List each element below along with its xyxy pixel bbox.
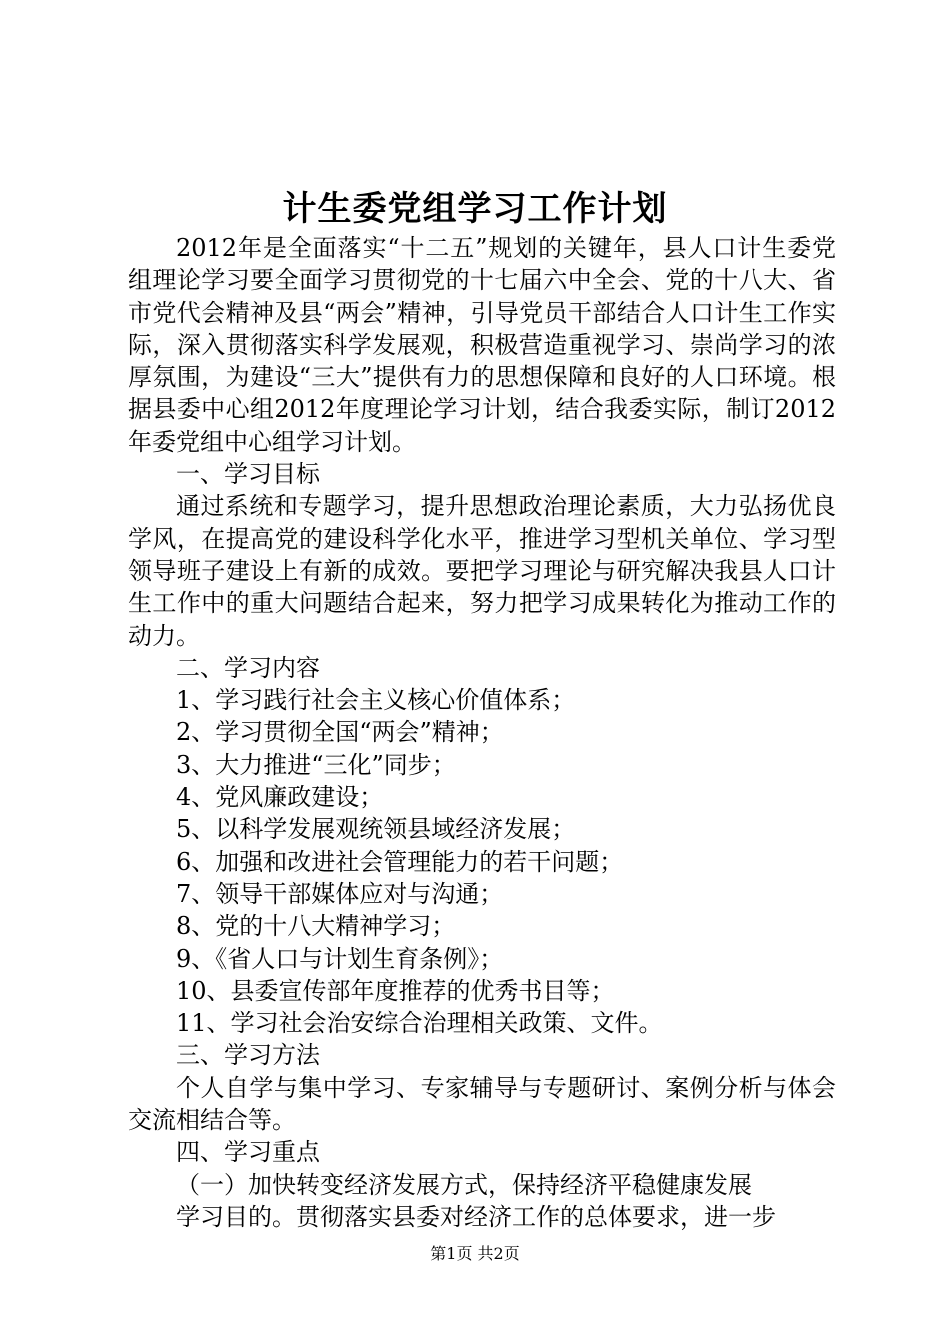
intro-paragraph: 2012年是全面落实“十二五”规划的关键年，县人口计生委党组理论学习要全面学习贯彻党的十七届六中全会、党的十八大、省市党代会精神及县“两会”精神，引导党员干部结合人口计生工作实际，深入贯彻落实科学发展观，积极营造重视学习、崇尚学习的浓厚氛围，为建设“三大”提供有力的思想保障和良好的人口环境。根据县委中心组2012年度理论学习计划，结合我委实际，制订2012年委党组中心组学习计划。 (128, 234, 836, 456)
section-heading-goals: 一、学习目标 (176, 460, 320, 489)
section-heading-methods: 三、学习方法 (176, 1041, 320, 1070)
content-item: 3、大力推进“三化”同步； (176, 750, 456, 779)
content-item: 4、党风廉政建设； (176, 783, 384, 812)
content-item: 2、学习贯彻全国“两会”精神； (176, 718, 504, 747)
document-body (128, 232, 836, 1233)
content-item: 7、领导干部媒体应对与沟通； (176, 879, 504, 908)
content-item: 10、县委宣传部年度推荐的优秀书目等； (176, 976, 615, 1005)
page-footer: 第1页 共2页 (430, 1244, 520, 1263)
section-heading-focus: 四、学习重点 (176, 1138, 320, 1167)
section-heading-content: 二、学习内容 (176, 653, 320, 682)
methods-paragraph: 个人自学与集中学习、专家辅导与专题研讨、案例分析与体会交流相结合等。 (128, 1073, 836, 1135)
content-item: 6、加强和改进社会管理能力的若干问题； (176, 847, 624, 876)
focus-paragraph: 学习目的。贯彻落实县委对经济工作的总体要求，进一步 (176, 1202, 776, 1231)
document-title: 计生委党组学习工作计划 (282, 189, 668, 229)
content-item: 8、党的十八大精神学习； (176, 912, 456, 941)
content-item: 5、以科学发展观统领县域经济发展； (176, 815, 576, 844)
goals-paragraph: 通过系统和专题学习，提升思想政治理论素质，大力弘扬优良学风，在提高党的建设科学化水平，推进学习型机关单位、学习型领导班子建设上有新的成效。要把学习理论与研究解决我县人口计生工作中的重大问题结合起来，努力把学习成果转化为推动工作的动力。 (128, 492, 836, 650)
focus-subheading: （一）加快转变经济发展方式，保持经济平稳健康发展 (176, 1170, 752, 1199)
content-item: 9、《省人口与计划生育条例》； (176, 944, 504, 973)
content-item: 11、学习社会治安综合治理相关政策、文件。 (176, 1009, 663, 1038)
content-item: 1、学习践行社会主义核心价值体系； (176, 686, 576, 715)
